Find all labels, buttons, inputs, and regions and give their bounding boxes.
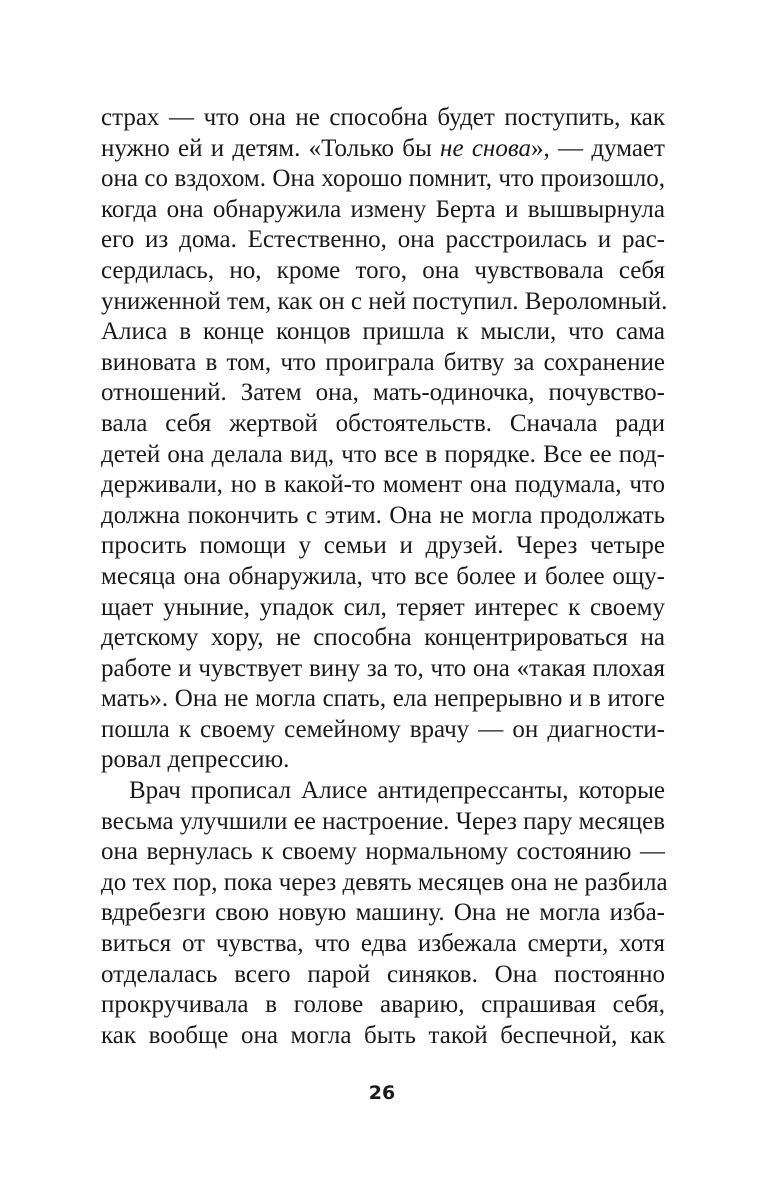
text-line: как вообще она могла быть такой беспечной, как xyxy=(101,1021,665,1049)
text-line: страх — что она не способна будет поступить, как xyxy=(101,104,665,131)
text-line: весьма улучшили ее настроение. Через пару месяцев xyxy=(101,807,665,835)
text-line: отношений. Затем она, мать-одиночка, почувство- xyxy=(101,379,665,407)
paragraph-1 xyxy=(101,103,668,776)
text-line: она со вздохом. Она хорошо помнит, что произошло, xyxy=(101,165,665,193)
paragraph-2 xyxy=(101,776,668,1051)
text-line: ровал депрессию. xyxy=(101,746,290,774)
text-line: работе и чувствует вину за то, что она «такая плохая xyxy=(101,654,665,682)
body-text xyxy=(101,103,668,1051)
text-line: должна покончить с этим. Она не могла продолжать xyxy=(101,501,665,529)
text-line: униженной тем, как он с ней поступил. Вероломный. xyxy=(101,287,668,315)
text-line: отделалась всего парой синяков. Она постоянно xyxy=(101,960,665,988)
text-run: нужно ей и детям. «Только бы xyxy=(101,134,441,162)
text-line: щает уныние, упадок сил, теряет интерес к своему xyxy=(101,593,665,621)
text-line xyxy=(101,134,665,165)
text-line: пошла к своему семейному врачу — он диагности- xyxy=(101,715,665,743)
text-line: Врач прописал Алисе антидепрессанты, которые xyxy=(129,777,665,805)
text-line: его из дома. Естественно, она расстроилась и рас- xyxy=(101,226,665,254)
text-line: детскому хору, не способна концентрироваться на xyxy=(101,624,665,652)
text-line: до тех пор, пока через девять месяцев она не разбила xyxy=(101,868,668,896)
text-line: держивали, но в какой-то момент она подумала, что xyxy=(101,471,665,499)
page-number: 26 xyxy=(368,1082,396,1104)
text-line: вдребезги свою новую машину. Она не могла изба- xyxy=(101,899,665,927)
text-run: », — думает xyxy=(531,134,665,162)
text-line: сердилась, но, кроме того, она чувствовала себя xyxy=(101,256,665,284)
text-line: когда она обнаружила измену Берта и вышвырнула xyxy=(101,195,665,223)
text-line: прокручивала в голове аварию, спрашивая себя, xyxy=(101,991,665,1019)
text-line: мать». Она не могла спать, ела непрерывно и в итоге xyxy=(101,685,665,713)
text-line: виновата в том, что проиграла битву за сохранение xyxy=(101,348,665,376)
text-line: детей она делала вид, что все в порядке. Все ее под- xyxy=(101,440,665,468)
text-line: она вернулась к своему нормальному состоянию — xyxy=(101,838,665,866)
text-line: Алиса в конце концов пришла к мысли, что сама xyxy=(101,318,665,346)
text-line: виться от чувства, что едва избежала смерти, хотя xyxy=(101,930,665,958)
text-line: месяца она обнаружила, что все более и более ощу- xyxy=(101,562,665,590)
text-line: просить помощи у семьи и друзей. Через четыре xyxy=(101,532,665,560)
italic-emphasis: не снова xyxy=(440,134,532,162)
text-line: вала себя жертвой обстоятельств. Сначала ради xyxy=(101,409,665,437)
